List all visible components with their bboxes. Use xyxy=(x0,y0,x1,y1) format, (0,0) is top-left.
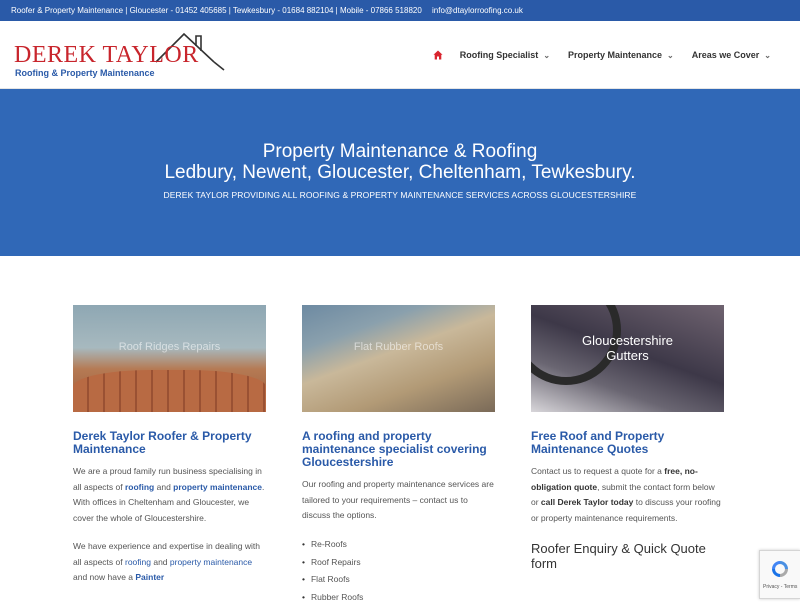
logo[interactable] xyxy=(14,30,229,82)
column-paragraph xyxy=(73,464,266,527)
logo-name: DEREK TAYLOR xyxy=(14,42,199,68)
roof-tiles-graphic xyxy=(73,370,266,412)
property-maintenance-link[interactable]: property maintenance xyxy=(173,481,262,492)
hero-title-line2: Ledbury, Newent, Gloucester, Cheltenham, Tewkesbury. xyxy=(164,162,636,183)
roofing-link[interactable]: roofing xyxy=(124,481,155,492)
hero-title-line1: Property Maintenance & Roofing xyxy=(262,141,538,162)
home-icon[interactable] xyxy=(433,50,443,60)
text: We are a proud family run business specialising in all aspects of xyxy=(73,466,262,492)
recaptcha-links[interactable]: Privacy - Terms xyxy=(763,584,798,590)
quotes-column xyxy=(531,305,724,571)
gutters-image[interactable] xyxy=(531,305,724,412)
text: to discuss your roofing or property maintenance requirements. xyxy=(531,497,721,524)
painter-link[interactable]: Painter xyxy=(135,572,165,583)
services-list xyxy=(302,536,495,606)
intro-column xyxy=(73,305,266,586)
hero-banner xyxy=(0,89,800,256)
nav-property-maintenance[interactable] xyxy=(559,50,683,60)
top-contact-bar xyxy=(0,0,800,21)
contact-info: Roofer & Property Maintenance | Gloucester - 01452 405685 | Tewkesbury - 01684 882104 | Mobile - 07866 518820 xyxy=(11,6,422,15)
column-heading: A roofing and property maintenance specialist covering Gloucestershire xyxy=(302,429,487,469)
text: . With offices in Cheltenham and Gloucester, we cover the whole of Gloucestershire. xyxy=(73,481,265,524)
text: Contact us to request a quote for a xyxy=(531,466,665,476)
recaptcha-badge[interactable] xyxy=(759,550,800,599)
caption-line1: Gloucestershire xyxy=(581,333,674,348)
column-heading: Derek Taylor Roofer & Property Maintenance xyxy=(73,429,252,456)
image-caption xyxy=(531,333,724,363)
recaptcha-icon xyxy=(770,559,790,579)
nav-roofing-specialist[interactable] xyxy=(451,50,559,60)
nav-areas-we-cover[interactable] xyxy=(683,50,780,60)
main-nav xyxy=(433,21,780,89)
chevron-down-icon: ⌄ xyxy=(764,50,771,60)
column-heading: Free Roof and Property Maintenance Quotes xyxy=(531,429,665,456)
nav-label: Areas we Cover xyxy=(691,50,760,60)
hero-title xyxy=(0,141,800,183)
column-paragraph xyxy=(531,464,724,527)
nav-label: Property Maintenance xyxy=(568,50,663,60)
column-paragraph xyxy=(73,539,266,586)
text: We have experience and expertise in dealing with all aspects of xyxy=(73,540,260,567)
property-maintenance-link[interactable]: property maintenance xyxy=(169,556,253,567)
nav-label: Roofing Specialist xyxy=(459,50,539,60)
services-column xyxy=(302,305,495,606)
roofing-link[interactable]: roofing xyxy=(124,556,151,567)
email-link[interactable]: info@dtaylorroofing.co.uk xyxy=(432,6,523,15)
text: and xyxy=(154,481,174,492)
column-paragraph: Our roofing and property maintenance services are tailored to your requirements – contact us to discuss the options. xyxy=(302,479,494,521)
chevron-down-icon: ⌄ xyxy=(667,50,674,60)
list-item: • Rubber Roofs xyxy=(302,589,495,606)
image-caption: Roof Ridges Repairs xyxy=(118,341,221,353)
logo-tagline: Roofing & Property Maintenance xyxy=(15,68,155,78)
form-title: Roofer Enquiry & Quick Quote form xyxy=(531,540,706,571)
flat-roof-image[interactable] xyxy=(302,305,495,412)
list-item: • Flat Roofs xyxy=(302,571,495,589)
list-item: • Re-Roofs xyxy=(302,536,495,554)
list-item: • Roof Repairs xyxy=(302,554,495,572)
caption-line2: Gutters xyxy=(606,348,649,363)
text: and xyxy=(150,556,170,567)
chevron-down-icon: ⌄ xyxy=(543,50,551,60)
text: and now have a xyxy=(73,572,136,583)
hero-subtitle: DEREK TAYLOR PROVIDING ALL ROOFING & PROPERTY MAINTENANCE SERVICES ACROSS GLOUCESTERSHIRE xyxy=(163,190,637,200)
text: , submit the contact form below or xyxy=(531,481,715,508)
roof-ridges-image[interactable] xyxy=(73,305,266,412)
site-header xyxy=(0,21,800,89)
free-quote-text: free, no-obligation quote xyxy=(531,466,698,492)
call-text: call Derek Taylor today xyxy=(540,497,634,508)
image-caption: Flat Rubber Roofs xyxy=(353,341,444,353)
